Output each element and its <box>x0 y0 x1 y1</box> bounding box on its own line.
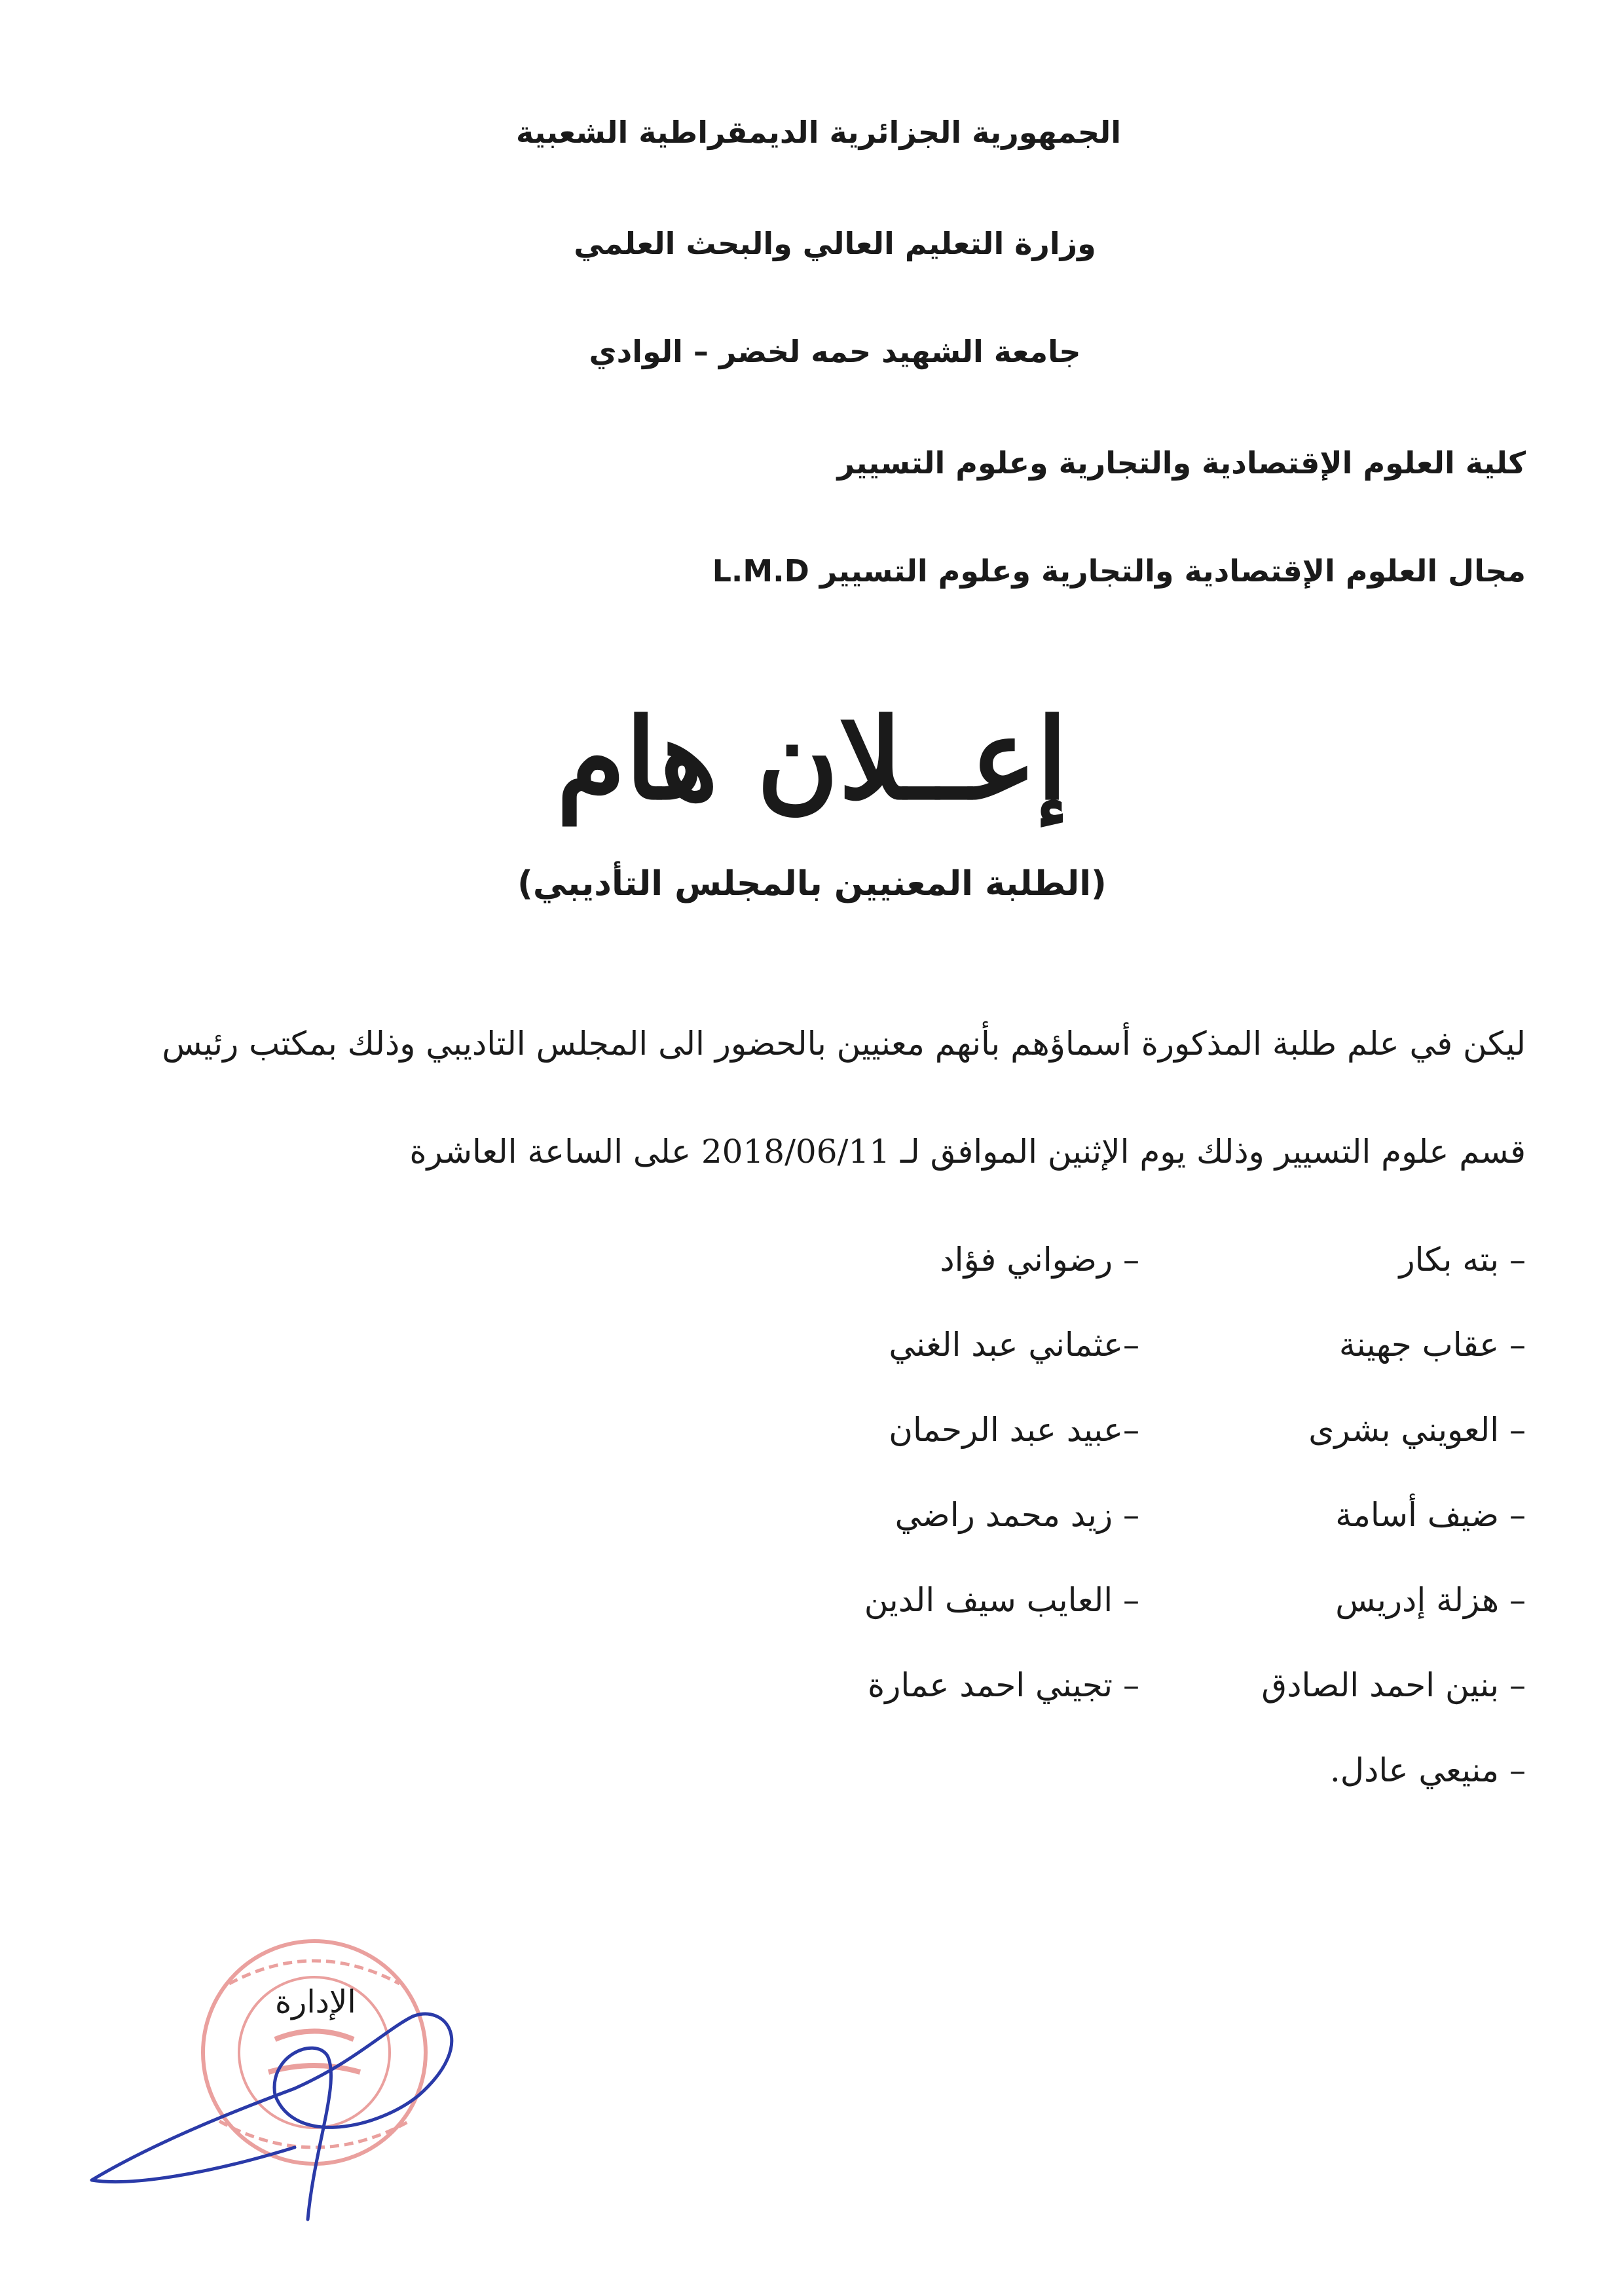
student-name: – بنين احمد الصادق <box>1261 1666 1526 1704</box>
announcement-body-line-1: ليكن في علم طلبة المذكورة أسماؤهم بأنهم معنيين بالحضور الى المجلس التاديبي وذلك بمكتب رئيس <box>162 1025 1526 1063</box>
header-faculty: كلية العلوم الإقتصادية والتجارية وعلوم التسيير <box>837 445 1526 481</box>
header-university: جامعة الشهيد حمه لخضر – الوادي <box>589 334 1081 369</box>
stamp-icon <box>203 1941 426 2164</box>
student-name: – منيعي عادل. <box>1329 1751 1526 1789</box>
announcement-body-line-2: قسم علوم التسيير وذلك يوم الإثنين الموافق لـ 2018/06/11 على الساعة العاشرة <box>409 1133 1526 1171</box>
student-name: – بته بكار <box>1399 1241 1526 1279</box>
student-name: – هزلة إدريس <box>1335 1581 1526 1619</box>
student-name: –عثماني عبد الغني <box>889 1326 1139 1364</box>
student-name: – عقاب جهينة <box>1338 1326 1526 1364</box>
student-name: – ضيف أسامة <box>1335 1496 1526 1534</box>
announcement-title: إعــلان هام <box>556 694 1068 825</box>
administration-label: الإدارة <box>275 1984 356 2020</box>
header-republic: الجمهورية الجزائرية الديمقراطية الشعبية <box>515 115 1122 150</box>
student-name: – تجيني احمد عمارة <box>868 1666 1139 1704</box>
announcement-subtitle: (الطلبة المعنيين بالمجلس التأديبي) <box>517 864 1107 903</box>
student-name: – العايب سيف الدين <box>864 1581 1139 1619</box>
students-left-column <box>747 1241 1139 1751</box>
student-name: – زيد محمد راضي <box>895 1496 1139 1534</box>
header-field: مجال العلوم الإقتصادية والتجارية وعلوم التسيير L.M.D <box>712 553 1526 589</box>
official-stamp-and-signature <box>79 1925 550 2226</box>
header-ministry: وزارة التعليم العالي والبحث العلمي <box>574 226 1096 261</box>
student-name: – رضواني فؤاد <box>940 1241 1139 1279</box>
student-name: –عبيد عبد الرحمان <box>889 1411 1139 1449</box>
student-name: – العويني بشرى <box>1308 1411 1526 1449</box>
signature-icon <box>92 2014 452 2219</box>
